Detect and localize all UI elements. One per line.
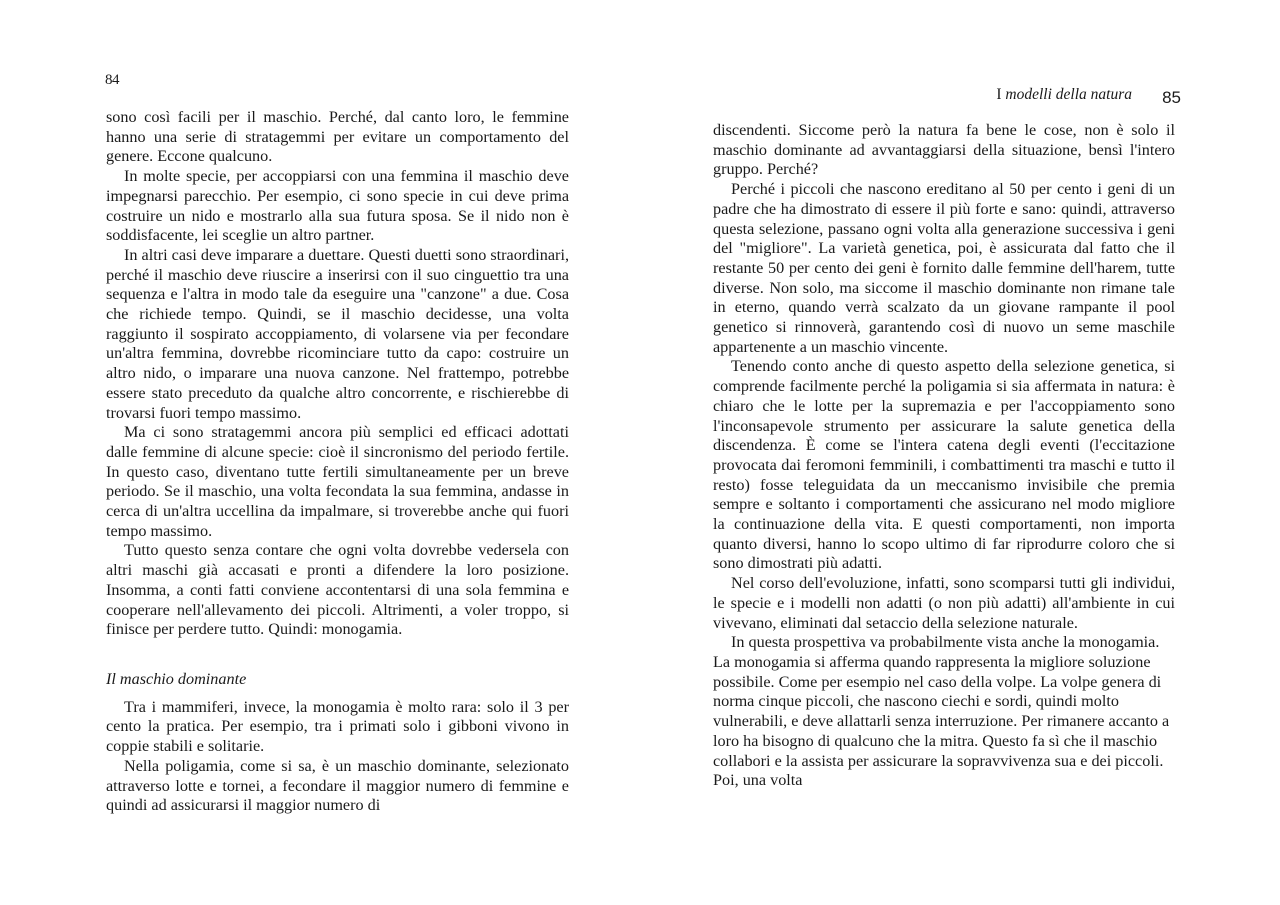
running-head-title: modelli della natura	[1005, 86, 1132, 103]
paragraph: Nella poligamia, come si sa, è un maschio dominante, selezionato attraverso lotte e tornei, a fecondare il maggior numero di femmine e quindi ad assicurarsi il maggior numero di	[106, 756, 569, 815]
paragraph: Tenendo conto anche di questo aspetto della selezione genetica, si comprende facilmente perché la poligamia si sia affermata in natura: è chiaro che le lotte per la supremazia e per l'accoppiamento sono l'inconsapevole strumento per assicurare la salute genetica della discendenza. È come se l'intera catena degli eventi (l'eccitazione provocata dai feromoni femminili, i combattimenti tra maschi e tutto il resto) fosse teleguidata da un meccanismo invisibile che premia sempre e soltanto i comportamenti che assicurano nel modo migliore la continuazione della vita. E questi comportamenti, non importa quanto diversi, hanno lo scopo ultimo di far riprodurre coloro che si sono dimostrati più adatti.	[713, 357, 1175, 573]
paragraph: Ma ci sono stratagemmi ancora più semplici ed efficaci adottati dalle femmine di alcune specie: cioè il sincronismo del periodo fertile. In questo caso, diventano tutte fertili simultaneamente per un breve periodo. Se il maschio, una volta fecondata la sua femmina, andasse in cerca di un'altra uccellina da impalmare, si troverebbe anche qui fuori tempo massimo.	[106, 423, 569, 540]
paragraph: Tra i mammiferi, invece, la monogamia è molto rara: solo il 3 per cento la pratica. Per esempio, tra i primati solo i gibboni vivono in coppie stabili e solitarie.	[106, 697, 569, 756]
paragraph: In questa prospettiva va probabilmente vista anche la monogamia. La monogamia si afferma quando rappresenta la migliore soluzione possibile. Come per esempio nel caso della volpe. La volpe genera di norma cinque piccoli, che nascono ciechi e sordi, quindi molto vulnerabili, e deve allattarli senza interruzione. Per rimanere accanto a loro ha bisogno di qualcuno che la mitra. Questo fa sì che il maschio collabori e la assista per assicurare la sopravvivenza sua e dei piccoli. Poi, una volta	[713, 633, 1170, 790]
page-number-left: 84	[105, 72, 119, 88]
paragraph: In altri casi deve imparare a duettare. Questi duetti sono straordinari, perché il maschio deve riuscire a inserirsi con il suo cinguettio tra una sequenza e l'altra in modo tale da eseguire una "canzone" a due. Cosa che richiede tempo. Quindi, se il maschio decidesse, una volta raggiunto il sospirato accoppiamento, di volarsene via per fecondare un'altra femmina, dovrebbe ricominciare tutto da capo: costruire un altro nido, o imparare una nuova canzone. Nel frattempo, potrebbe essere stato preceduto da qualche altro concorrente, e rischierebbe di trovarsi fuori tempo massimo.	[106, 245, 569, 422]
running-head-prefix: I	[996, 86, 1006, 103]
right-page	[640, 0, 1280, 905]
running-head	[996, 86, 1132, 104]
paragraph: Tutto questo senza contare che ogni volta dovrebbe vedersela con altri maschi già accasati e pronti a difendere la loro posizione. Insomma, a conti fatti conviene accontentarsi di una sola femmina e cooperare nell'allevamento dei piccoli. Altrimenti, a voler troppo, si finisce per perdere tutto. Quindi: monogamia.	[106, 541, 569, 639]
paragraph: Nel corso dell'evoluzione, infatti, sono scomparsi tutti gli individui, le specie e i modelli non adatti (o non più adatti) all'ambiente in cui vivevano, eliminati dal setaccio della selezione naturale.	[713, 574, 1175, 632]
section-heading: Il maschio dominante	[106, 669, 247, 688]
paragraph: discendenti. Siccome però la natura fa bene le cose, non è solo il maschio dominante ad avvantaggiarsi della situazione, bensì l'intero gruppo. Perché?	[713, 121, 1175, 179]
page-number-right: 85	[1162, 88, 1181, 107]
paragraph: sono così facili per il maschio. Perché, dal canto loro, le femmine hanno una serie di stratagemmi per evitare un comportamento del genere. Eccone qualcuno.	[106, 108, 569, 166]
paragraph: In molte specie, per accoppiarsi con una femmina il maschio deve impegnarsi parecchio. Per esempio, ci sono specie in cui deve prima costruire un nido e mostrarlo alla sua futura sposa. Se il nido non è soddisfacente, lei sceglie un altro partner.	[106, 167, 569, 245]
left-text-column	[106, 108, 569, 816]
paragraph: Perché i piccoli che nascono ereditano al 50 per cento i geni di un padre che ha dimostrato di essere il più forte e sano: quindi, attraverso questa selezione, passano ogni volta alla generazione successiva i geni del "migliore". La varietà genetica, poi, è assicurata dal fatto che il restante 50 per cento dei geni è fornito dalle femmine dell'harem, tutte diverse. Non solo, ma siccome il maschio dominante non rimane tale in eterno, quando verrà scalzato da un giovane rampante il pool genetico si rinnoverà, garantendo così di nuovo un seme maschile appartenente a un maschio vincente.	[713, 180, 1175, 356]
right-text-column	[713, 121, 1175, 791]
